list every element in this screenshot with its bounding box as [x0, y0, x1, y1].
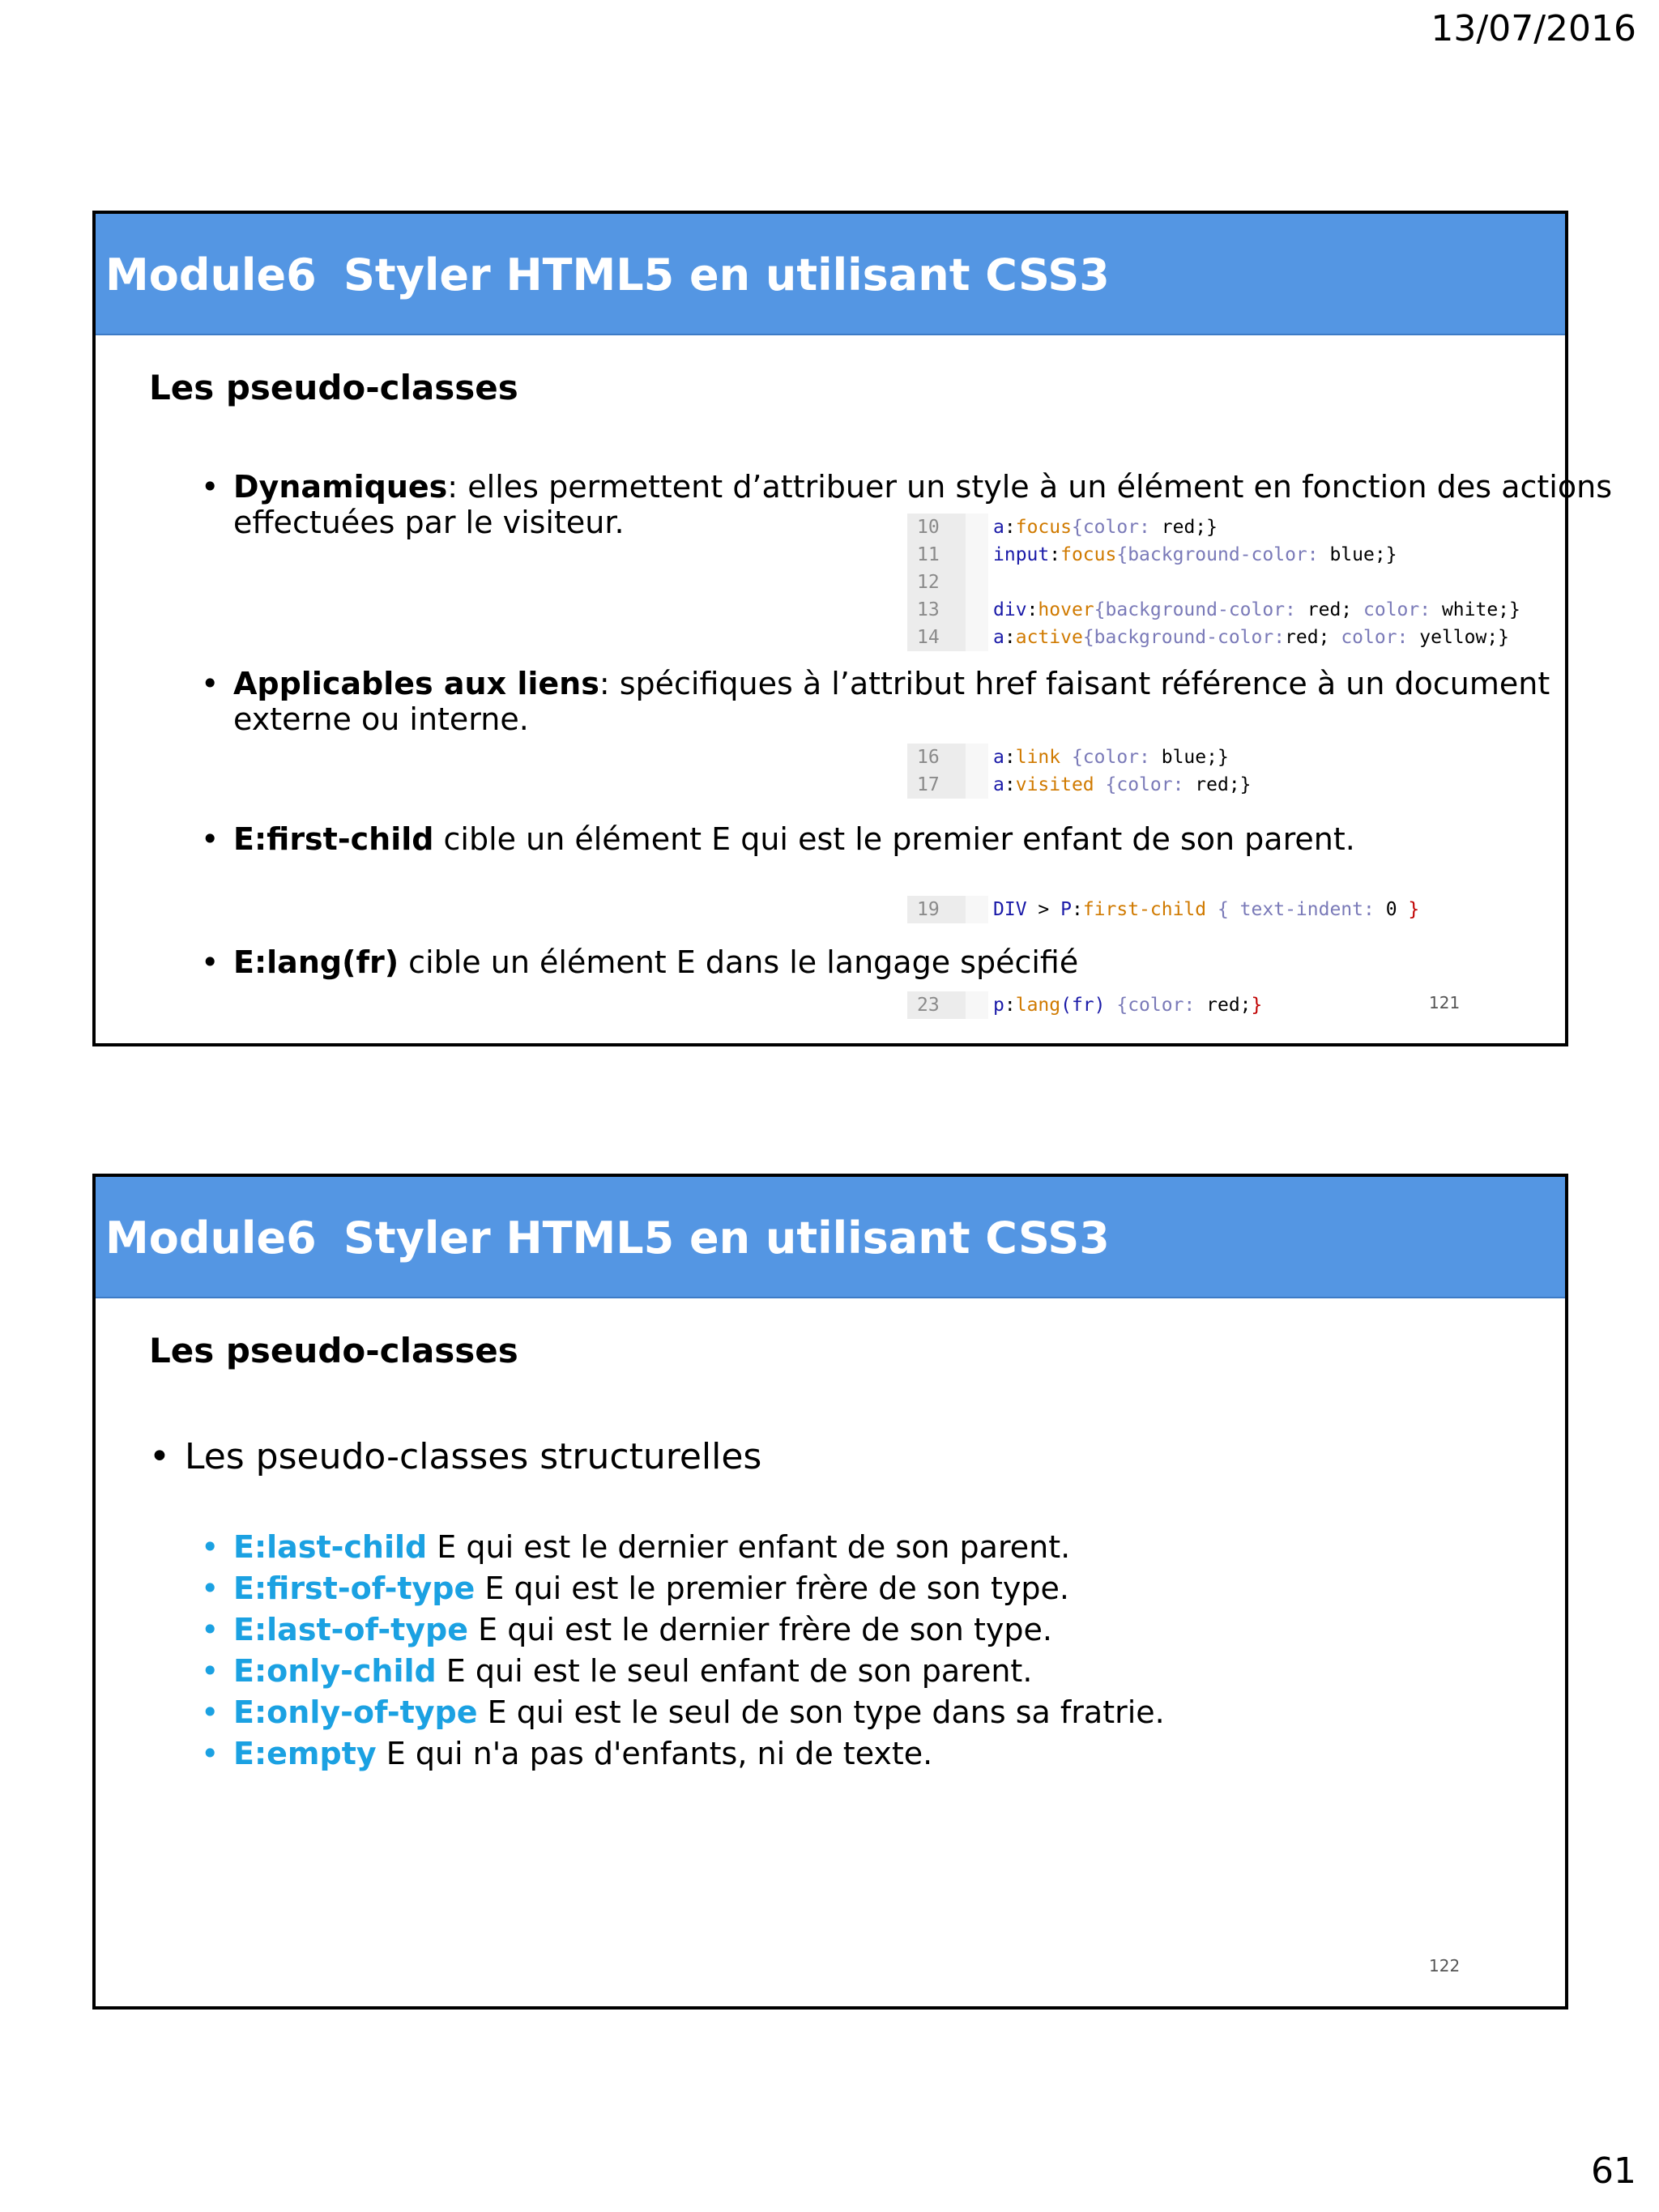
code-block-lang: [907, 991, 1262, 1019]
code-token: {color:: [1071, 517, 1150, 538]
bullet-text: : elles permettent d’attribuer un style à un élément en fonction des actions effectuées par le visiteur.: [233, 469, 1612, 540]
code-token: { text-indent:: [1206, 899, 1375, 920]
code-token: visited: [1015, 774, 1094, 795]
code-token: first-child: [1082, 899, 1207, 920]
code-token: lang: [1015, 995, 1061, 1016]
bullet-dot-icon: •: [201, 1694, 220, 1730]
bullet-liens: [201, 666, 1612, 737]
code-token: {color:: [1105, 995, 1196, 1016]
bullet-first-child: [201, 821, 1612, 857]
main-bullet-text: Les pseudo-classes structurelles: [184, 1436, 762, 1477]
code-token: a: [993, 747, 1004, 768]
list-item-term: E:first-of-type: [233, 1571, 476, 1606]
gutter: [966, 541, 988, 569]
code-token: blue;}: [1149, 747, 1229, 768]
bullet-term: Applicables aux liens: [233, 666, 599, 701]
module-title: Styler HTML5 en utilisant CSS3: [343, 1213, 1110, 1264]
code-token: active: [1015, 627, 1083, 648]
code-token: :: [1004, 517, 1016, 538]
code-token: P: [1060, 899, 1072, 920]
page-date: 13/07/2016: [1431, 8, 1636, 49]
gutter: [966, 744, 988, 771]
code-source: [988, 624, 1509, 651]
code-token: red;: [1195, 995, 1252, 1016]
code-source: [988, 771, 1252, 799]
code-block-dynamic: [907, 514, 1520, 651]
section-title: Les pseudo-classes: [149, 368, 518, 407]
code-token: {background-color:: [1116, 544, 1319, 565]
code-token: focus: [1060, 544, 1117, 565]
code-token: color:: [1341, 627, 1409, 648]
list-item-text: E qui est le seul enfant de son parent.: [436, 1653, 1033, 1689]
gutter: [966, 896, 988, 923]
code-line: [907, 541, 1520, 569]
list-item: [201, 1733, 1165, 1775]
code-token: yellow;}: [1408, 627, 1510, 648]
bullet-dot-icon: •: [201, 821, 220, 857]
code-token: p: [993, 995, 1004, 1016]
bullet-dot-icon: •: [201, 1529, 220, 1565]
bullet-dot-icon: •: [201, 469, 220, 505]
code-token: white;}: [1431, 599, 1520, 620]
code-token: }: [1251, 995, 1263, 1016]
list-item-term: E:only-child: [233, 1653, 437, 1689]
code-source: [988, 596, 1520, 624]
list-item-term: E:only-of-type: [233, 1694, 478, 1730]
bullet-term: Dynamiques: [233, 469, 448, 505]
code-token: a: [993, 627, 1004, 648]
code-line: [907, 744, 1252, 771]
list-item-text: E qui n'a pas d'enfants, ni de texte.: [376, 1736, 933, 1771]
code-token: red;}: [1183, 774, 1252, 795]
gutter: [966, 596, 988, 624]
code-token: :: [1049, 544, 1061, 565]
line-number: 14: [907, 624, 966, 651]
line-number: 23: [907, 991, 966, 1019]
line-number: 11: [907, 541, 966, 569]
bullet-dot-icon: •: [201, 666, 220, 701]
code-token: (fr): [1060, 995, 1106, 1016]
code-token: {color:: [1094, 774, 1184, 795]
line-number: 12: [907, 569, 966, 596]
code-token: :: [1004, 627, 1016, 648]
bullet-dot-icon: •: [201, 1736, 220, 1771]
module-title: Styler HTML5 en utilisant CSS3: [343, 249, 1110, 300]
code-token: }: [1408, 899, 1420, 920]
code-token: red;}: [1149, 517, 1218, 538]
bullet-term: E:lang(fr): [233, 944, 399, 980]
bullet-dot-icon: •: [201, 1653, 220, 1689]
module-label: Module6: [105, 249, 317, 300]
gutter: [966, 991, 988, 1019]
code-source: [988, 514, 1218, 541]
code-block-links: [907, 744, 1252, 799]
gutter: [966, 624, 988, 651]
gutter: [966, 569, 988, 596]
code-token: :: [1071, 899, 1083, 920]
code-line: [907, 896, 1419, 923]
code-token: >: [1026, 899, 1061, 920]
page-number: 61: [1591, 2150, 1636, 2192]
code-source: [988, 541, 1397, 569]
slide-number: 122: [1429, 1956, 1461, 1975]
code-token: :: [1004, 747, 1016, 768]
code-token: :: [1026, 599, 1038, 620]
line-number: 17: [907, 771, 966, 799]
code-token: :: [1004, 995, 1016, 1016]
bullet-dot-icon: •: [201, 1571, 220, 1606]
list-item-text: E qui est le dernier frère de son type.: [468, 1612, 1052, 1647]
list-item-term: E:empty: [233, 1736, 377, 1771]
code-source: [988, 744, 1229, 771]
code-token: a: [993, 517, 1004, 538]
code-token: div: [993, 599, 1027, 620]
code-source: [988, 896, 1419, 923]
code-token: {background-color:: [1094, 599, 1296, 620]
code-token: color:: [1363, 599, 1431, 620]
code-line: [907, 569, 1520, 596]
code-line: [907, 991, 1262, 1019]
gutter: [966, 514, 988, 541]
slide-header: [96, 214, 1565, 335]
code-token: link: [1015, 747, 1061, 768]
code-line: [907, 624, 1520, 651]
bullet-text: : spécifiques à l’attribut href faisant référence à un document externe ou interne.: [233, 666, 1550, 737]
main-bullet: [149, 1436, 761, 1477]
list-item: [201, 1527, 1165, 1568]
section-title: Les pseudo-classes: [149, 1331, 518, 1370]
code-token: {color:: [1060, 747, 1150, 768]
list-item: [201, 1609, 1165, 1651]
code-token: input: [993, 544, 1050, 565]
code-token: red;: [1285, 627, 1341, 648]
code-token: 0: [1374, 899, 1409, 920]
bullet-text: cible un élément E dans le langage spécifié: [399, 944, 1079, 980]
bullet-dot-icon: •: [149, 1436, 170, 1477]
code-block-first-child: [907, 896, 1419, 923]
code-line: [907, 596, 1520, 624]
list-item: [201, 1568, 1165, 1609]
code-source: [988, 569, 993, 596]
code-token: DIV: [993, 899, 1027, 920]
bullet-lang: [201, 944, 1612, 980]
line-number: 16: [907, 744, 966, 771]
list-item-term: E:last-of-type: [233, 1612, 469, 1647]
bullet-dot-icon: •: [201, 1612, 220, 1647]
line-number: 10: [907, 514, 966, 541]
bullet-term: E:first-child: [233, 821, 434, 857]
line-number: 19: [907, 896, 966, 923]
code-token: blue;}: [1318, 544, 1397, 565]
code-token: :: [1004, 774, 1016, 795]
code-source: [988, 991, 1262, 1019]
list-item: [201, 1692, 1165, 1733]
list-item-text: E qui est le premier frère de son type.: [475, 1571, 1069, 1606]
slide-121: [92, 211, 1612, 1046]
list-item-term: E:last-child: [233, 1529, 428, 1565]
code-line: [907, 771, 1252, 799]
list-item: [201, 1651, 1165, 1692]
list-item-text: E qui est le seul de son type dans sa fratrie.: [477, 1694, 1165, 1730]
bullet-text: cible un élément E qui est le premier enfant de son parent.: [433, 821, 1355, 857]
gutter: [966, 771, 988, 799]
code-token: a: [993, 774, 1004, 795]
code-token: focus: [1015, 517, 1072, 538]
structural-pseudo-class-list: [201, 1527, 1165, 1775]
slide-header: [96, 1177, 1565, 1298]
code-token: red;: [1295, 599, 1363, 620]
code-line: [907, 514, 1520, 541]
line-number: 13: [907, 596, 966, 624]
slide-number: 121: [1429, 993, 1461, 1012]
code-token: {background-color:: [1082, 627, 1286, 648]
code-token: hover: [1038, 599, 1094, 620]
module-label: Module6: [105, 1213, 317, 1264]
bullet-dot-icon: •: [201, 944, 220, 980]
list-item-text: E qui est le dernier enfant de son parent.: [427, 1529, 1071, 1565]
slide-122: [92, 1174, 1568, 2010]
